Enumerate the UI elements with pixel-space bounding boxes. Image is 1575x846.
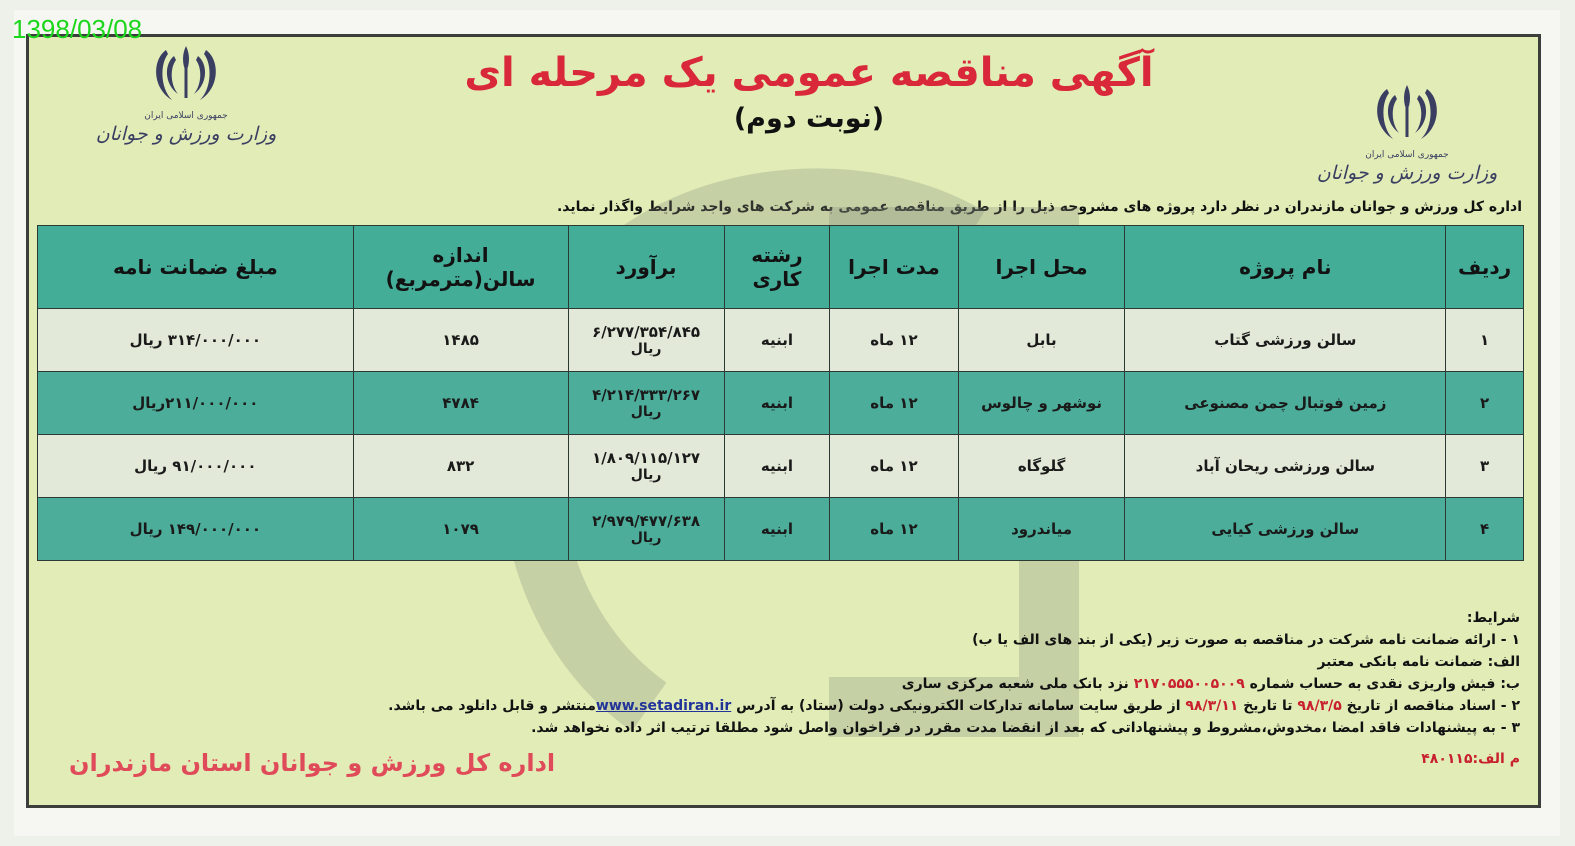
- cell-location: نوشهر و چالوس: [958, 372, 1125, 435]
- cell-guarantee: ۲۱۱/۰۰۰/۰۰۰ریال: [38, 372, 354, 435]
- ministry-logo-right: [1312, 81, 1502, 185]
- iran-emblem-icon: [146, 42, 226, 106]
- cell-guarantee: ۳۱۴/۰۰۰/۰۰۰ ریال: [38, 309, 354, 372]
- estimate-value: ۶/۲۷۷/۳۵۴/۸۴۵: [592, 323, 701, 341]
- emblem-caption: جمهوری اسلامی ایران: [1365, 150, 1449, 160]
- cell-estimate: [568, 309, 724, 372]
- signature-office: اداره کل ورزش و جوانان استان مازندران: [69, 749, 556, 777]
- tender-advertisement: [26, 34, 1541, 808]
- setad-link[interactable]: www.setadiran.ir: [595, 698, 732, 714]
- conditions-section: [220, 607, 1520, 739]
- cell-hall-size: ۸۳۲: [353, 435, 568, 498]
- cell-hall-size: ۱۰۷۹: [353, 498, 568, 561]
- condition-1a: الف: ضمانت نامه بانکی معتبر: [1317, 654, 1520, 670]
- cell-location: گلوگاه: [958, 435, 1125, 498]
- condition-1: ۱ - ارائه ضمانت نامه شرکت در مناقصه به صورت زیر (یکی از بند های الف یا ب): [972, 632, 1520, 648]
- condition-3: ۳ - به پیشنهادات فاقد امضا ،مخدوش،مشروط و پیشنهاداتی که بعد از انقضا مدت مقرر در فراخوان واصل شود مطلقا ترتیب اثر داده نخواهد شد.: [531, 720, 1520, 736]
- cell-duration: ۱۲ ماه: [830, 435, 958, 498]
- ministry-name: وزارت ورزش و جوانان: [1316, 162, 1498, 184]
- iran-emblem-icon: [1367, 81, 1447, 145]
- cell-duration: ۱۲ ماه: [830, 372, 958, 435]
- condition-1b: [220, 673, 1520, 695]
- cell-guarantee: ۱۴۹/۰۰۰/۰۰۰ ریال: [38, 498, 354, 561]
- date-stamp: 1398/03/08: [12, 14, 143, 44]
- header-field: رشته کاری: [724, 226, 830, 309]
- cell-row-number: ۲: [1446, 372, 1524, 435]
- ministry-name: وزارت ورزش و جوانان: [95, 123, 277, 145]
- ad-title: آگهی مناقصه عمومی یک مرحله ای: [464, 50, 1154, 96]
- cell-row-number: ۴: [1446, 498, 1524, 561]
- cell-hall-size: ۱۴۸۵: [353, 309, 568, 372]
- intro-paragraph: اداره کل ورزش و جوانان مازندران در نظر دارد پروژه های مشروحه ذیل را از طریق مناقصه عمومی به شرکت های واجد شرایط واگذار نماید.: [556, 199, 1522, 215]
- cell-location: بابل: [958, 309, 1125, 372]
- ad-subtitle: (نوبت دوم): [733, 103, 885, 134]
- condition-2: [220, 695, 1520, 717]
- cell-field: ابنیه: [724, 372, 830, 435]
- cell-hall-size: ۴۷۸۴: [353, 372, 568, 435]
- table-header-row: [38, 226, 1524, 309]
- cell-estimate: [568, 498, 724, 561]
- cell-row-number: ۱: [1446, 309, 1524, 372]
- cell-project-name: سالن ورزشی ریحان آباد: [1125, 435, 1446, 498]
- estimate-value: ۲/۹۷۹/۴۷۷/۶۳۸: [592, 512, 701, 530]
- header-duration: مدت اجرا: [830, 226, 958, 309]
- condition-2-end: منتشر و قابل دانلود می باشد.: [388, 698, 596, 714]
- cell-estimate: [568, 435, 724, 498]
- estimate-value: ۴/۲۱۴/۳۳۳/۲۶۷: [592, 386, 701, 404]
- estimate-unit: ریال: [630, 341, 662, 357]
- reference-number: م الف:۴۸۰۱۱۵: [1421, 751, 1520, 767]
- cell-field: ابنیه: [724, 309, 830, 372]
- header-location: محل اجرا: [958, 226, 1125, 309]
- table-row: [38, 309, 1524, 372]
- table-row: [38, 435, 1524, 498]
- emblem-caption: جمهوری اسلامی ایران: [144, 111, 228, 121]
- cell-project-name: سالن ورزشی کیایی: [1125, 498, 1446, 561]
- estimate-value: ۱/۸۰۹/۱۱۵/۱۲۷: [592, 449, 701, 467]
- account-number: ۲۱۷۰۵۵۵۰۰۵۰۰۹: [1133, 676, 1245, 692]
- header-project-name: نام پروژه: [1125, 226, 1446, 309]
- condition-2-mid2: از طریق سایت سامانه تدارکات الکترونیکی دولت (ستاد) به آدرس: [736, 698, 1181, 714]
- condition-1b-bank: نزد بانک ملی شعبه مرکزی ساری: [901, 676, 1129, 692]
- header-guarantee: مبلغ ضمانت نامه: [38, 226, 354, 309]
- header-row-number: ردیف: [1446, 226, 1524, 309]
- cell-duration: ۱۲ ماه: [830, 309, 958, 372]
- table-row: [38, 498, 1524, 561]
- cell-row-number: ۳: [1446, 435, 1524, 498]
- estimate-unit: ریال: [630, 467, 662, 483]
- condition-2-text: ۲ - اسناد مناقصه از تاریخ: [1346, 698, 1520, 714]
- date-to: ۹۸/۳/۱۱: [1185, 698, 1239, 714]
- condition-2-mid: تا تاریخ: [1243, 698, 1293, 714]
- condition-1b-text: ب: فیش واریزی نقدی به حساب شماره: [1249, 676, 1520, 692]
- date-from: ۹۸/۳/۵: [1297, 698, 1342, 714]
- conditions-heading: شرایط:: [1466, 610, 1520, 626]
- table-row: [38, 372, 1524, 435]
- header-estimate: برآورد: [568, 226, 724, 309]
- cell-estimate: [568, 372, 724, 435]
- cell-location: میاندرود: [958, 498, 1125, 561]
- cell-project-name: سالن ورزشی گتاب: [1125, 309, 1446, 372]
- header-hall-size: اندازه سالن(مترمربع): [353, 226, 568, 309]
- cell-project-name: زمین فوتبال چمن مصنوعی: [1125, 372, 1446, 435]
- projects-table: [37, 225, 1524, 561]
- ministry-logo-left: [91, 42, 281, 146]
- cell-duration: ۱۲ ماه: [830, 498, 958, 561]
- estimate-unit: ریال: [630, 404, 662, 420]
- cell-guarantee: ۹۱/۰۰۰/۰۰۰ ریال: [38, 435, 354, 498]
- estimate-unit: ریال: [630, 530, 662, 546]
- cell-field: ابنیه: [724, 435, 830, 498]
- cell-field: ابنیه: [724, 498, 830, 561]
